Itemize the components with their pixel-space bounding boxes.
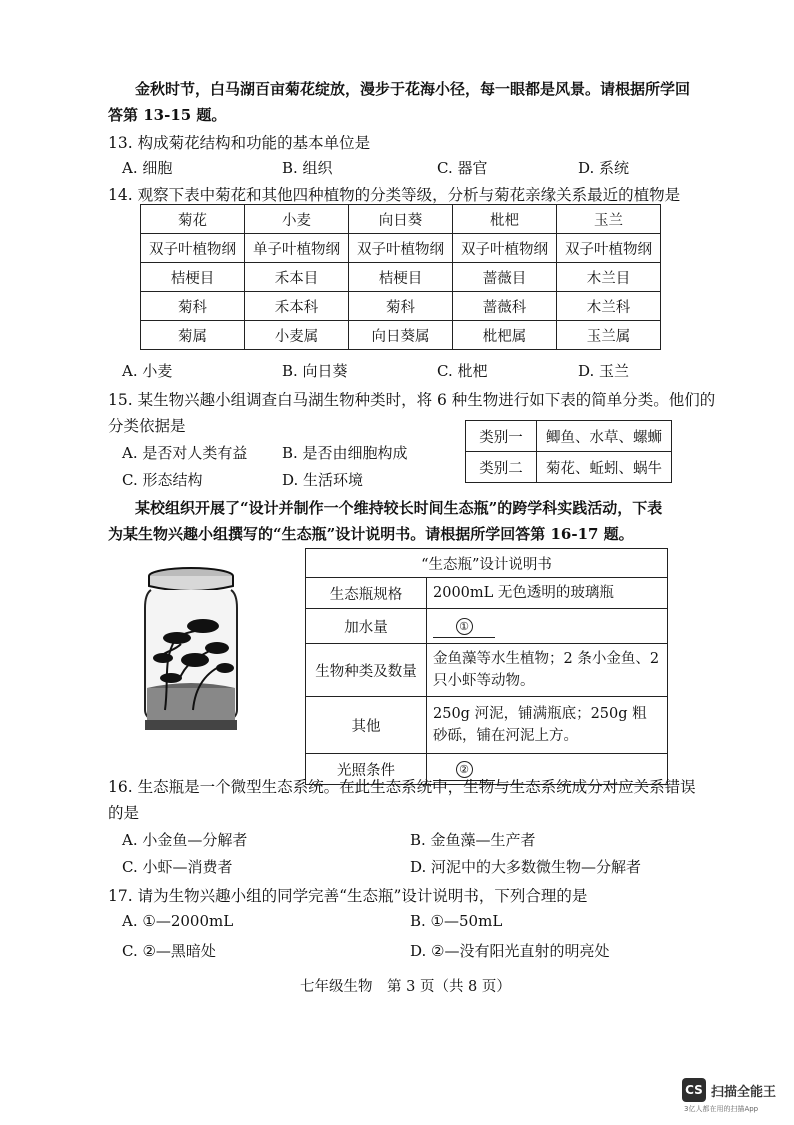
table-cell: 双子叶植物纲 xyxy=(453,234,557,263)
table-cell: 菊科 xyxy=(141,292,245,321)
intro2-line-2: 为某生物兴趣小组撰写的“生态瓶”设计说明书。请根据所学回答第 16-17 题。 xyxy=(108,525,634,543)
table-cell: 菊花、蚯蚓、蜗牛 xyxy=(537,452,672,483)
spec-label: 生态瓶规格 xyxy=(306,578,427,609)
q16-stem-line-2: 的是 xyxy=(108,804,140,822)
q15-stem-line-2: 分类依据是 xyxy=(108,417,186,435)
q15-option-b[interactable]: B. 是否由细胞构成 xyxy=(282,444,408,462)
table-row xyxy=(141,292,661,321)
scanner-logo-icon: CS xyxy=(682,1078,706,1102)
table-cell: 类别二 xyxy=(466,452,537,483)
table-cell: 蔷薇目 xyxy=(453,263,557,292)
q15-option-c[interactable]: C. 形态结构 xyxy=(122,471,203,489)
table-row xyxy=(141,205,661,234)
table-cell: 桔梗目 xyxy=(141,263,245,292)
table-row xyxy=(466,421,672,452)
table-row xyxy=(306,644,668,697)
table-cell: 小麦 xyxy=(245,205,349,234)
table-row xyxy=(306,549,668,578)
q17-option-a[interactable]: A. ①—2000mL xyxy=(122,912,234,930)
table-cell: 双子叶植物纲 xyxy=(349,234,453,263)
spec-label: 加水量 xyxy=(306,609,427,644)
table-cell: 玉兰属 xyxy=(557,321,661,350)
scanner-tagline: 3亿人都在用的扫描App xyxy=(684,1105,759,1113)
table-cell: 木兰科 xyxy=(557,292,661,321)
spec-value: 2000mL 无色透明的玻璃瓶 xyxy=(427,578,668,609)
q14-option-c[interactable]: C. 枇杷 xyxy=(437,362,488,380)
q16-option-b[interactable]: B. 金鱼藻—生产者 xyxy=(410,831,536,849)
classification-table xyxy=(140,204,661,350)
intro-line-1: 金秋时节，白马湖百亩菊花绽放，漫步于花海小径，每一眼都是风景。请根据所学回 xyxy=(135,80,691,98)
table-cell: 向日葵 xyxy=(349,205,453,234)
spec-label: 光照条件 xyxy=(306,754,427,785)
q15-option-d[interactable]: D. 生活环境 xyxy=(282,471,364,489)
table-cell: 双子叶植物纲 xyxy=(557,234,661,263)
table-cell: 鲫鱼、水草、螺蛳 xyxy=(537,421,672,452)
spec-title: “生态瓶”设计说明书 xyxy=(306,549,668,578)
q14-stem: 14. 观察下表中菊花和其他四种植物的分类等级，分析与菊花亲缘关系最近的植物是 xyxy=(108,186,681,204)
table-row xyxy=(141,234,661,263)
q13-option-a[interactable]: A. 细胞 xyxy=(122,159,173,177)
table-cell: 枇杷 xyxy=(453,205,557,234)
scanner-name: 扫描全能王 xyxy=(711,1085,777,1100)
q15-stem-line-1: 15. 某生物兴趣小组调查白马湖生物种类时，将 6 种生物进行如下表的简单分类。他们的 xyxy=(108,391,716,409)
table-cell: 蔷薇科 xyxy=(453,292,557,321)
page-footer: 七年级生物 第 3 页（共 8 页） xyxy=(300,979,511,995)
table-row xyxy=(306,609,668,644)
table-row xyxy=(141,263,661,292)
spec-label: 其他 xyxy=(306,697,427,754)
spec-value-blank-1[interactable] xyxy=(427,609,668,644)
spec-label: 生物种类及数量 xyxy=(306,644,427,697)
table-cell: 单子叶植物纲 xyxy=(245,234,349,263)
q13-option-b[interactable]: B. 组织 xyxy=(282,159,333,177)
q15-option-a[interactable]: A. 是否对人类有益 xyxy=(122,444,248,462)
table-cell: 双子叶植物纲 xyxy=(141,234,245,263)
table-cell: 菊属 xyxy=(141,321,245,350)
spec-value: 250g 河泥，铺满瓶底；250g 粗砂砾，铺在河泥上方。 xyxy=(427,697,668,754)
ecological-bottle-image xyxy=(135,560,247,740)
q17-option-d[interactable]: D. ②—没有阳光直射的明亮处 xyxy=(410,942,610,960)
table-cell: 禾本目 xyxy=(245,263,349,292)
table-cell: 小麦属 xyxy=(245,321,349,350)
table-row xyxy=(306,697,668,754)
table-cell: 枇杷属 xyxy=(453,321,557,350)
table-cell: 木兰目 xyxy=(557,263,661,292)
table-row xyxy=(306,578,668,609)
table-cell: 向日葵属 xyxy=(349,321,453,350)
q16-stem-line-1: 16. 生态瓶是一个微型生态系统。在此生态系统中，生物与生态系统成分对应关系错误 xyxy=(108,778,696,796)
q14-option-a[interactable]: A. 小麦 xyxy=(122,362,173,380)
design-spec-table xyxy=(305,548,668,785)
q14-option-d[interactable]: D. 玉兰 xyxy=(578,362,630,380)
table-row xyxy=(141,321,661,350)
q16-option-c[interactable]: C. 小虾—消费者 xyxy=(122,858,233,876)
intro2-line-1: 某校组织开展了“设计并制作一个维持较长时间生态瓶”的跨学科实践活动，下表 xyxy=(135,499,663,517)
table-cell: 菊科 xyxy=(349,292,453,321)
q13-stem: 13. 构成菊花结构和功能的基本单位是 xyxy=(108,134,371,152)
table-cell: 菊花 xyxy=(141,205,245,234)
q17-stem: 17. 请为生物兴趣小组的同学完善“生态瓶”设计说明书，下列合理的是 xyxy=(108,887,588,905)
q14-option-b[interactable]: B. 向日葵 xyxy=(282,362,348,380)
intro-line-2: 答第 13-15 题。 xyxy=(108,106,227,124)
table-row xyxy=(466,452,672,483)
q13-option-d[interactable]: D. 系统 xyxy=(578,159,630,177)
table-cell: 类别一 xyxy=(466,421,537,452)
q17-option-c[interactable]: C. ②—黑暗处 xyxy=(122,942,216,960)
q17-option-b[interactable]: B. ①—50mL xyxy=(410,912,503,930)
q13-option-c[interactable]: C. 器官 xyxy=(437,159,488,177)
table-cell: 玉兰 xyxy=(557,205,661,234)
spec-value: 金鱼藻等水生植物；2 条小金鱼、2 只小虾等动物。 xyxy=(427,644,668,697)
blank-marker-2: ② xyxy=(456,761,473,778)
blank-marker-1: ① xyxy=(456,618,473,635)
q16-option-d[interactable]: D. 河泥中的大多数微生物—分解者 xyxy=(410,858,642,876)
table-cell: 桔梗目 xyxy=(349,263,453,292)
grouping-table xyxy=(465,420,672,483)
q16-option-a[interactable]: A. 小金鱼—分解者 xyxy=(122,831,248,849)
table-cell: 禾本科 xyxy=(245,292,349,321)
